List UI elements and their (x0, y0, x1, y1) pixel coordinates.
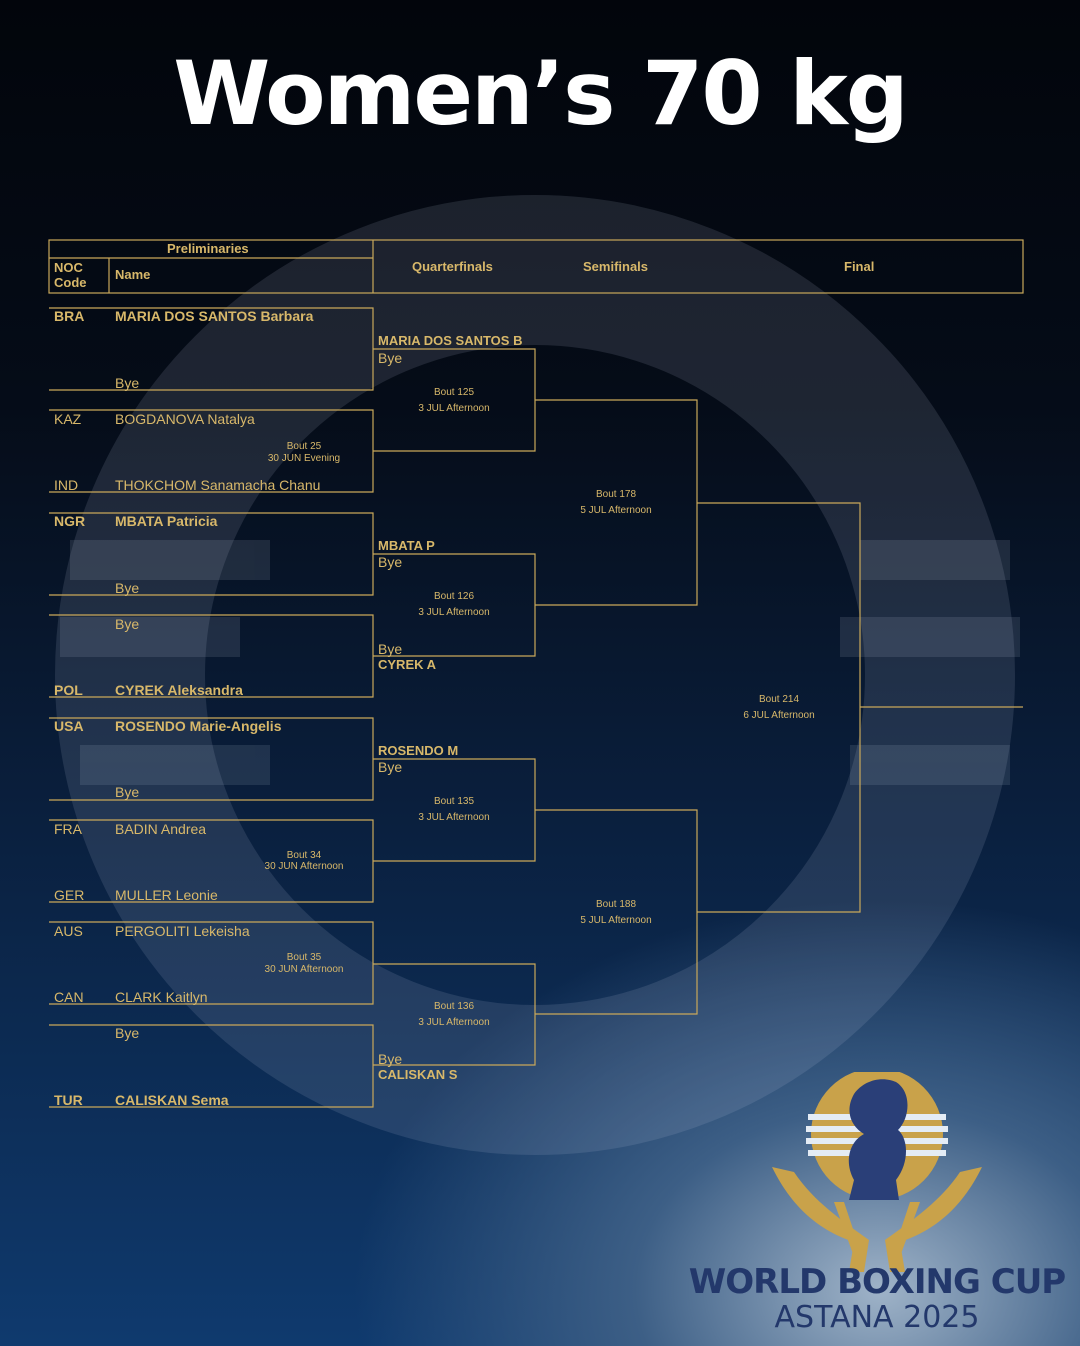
bout-time: 30 JUN Afternoon (264, 861, 344, 872)
entrant-name: BADIN Andrea (115, 821, 207, 837)
qf-advancer: CYREK A (378, 657, 437, 672)
sf-bout (556, 487, 676, 519)
qf-advancer: MBATA P (378, 538, 435, 553)
entrant-name: Bye (115, 580, 140, 596)
entrant-name: CALISKAN Sema (115, 1092, 229, 1108)
entrant-name: Bye (115, 616, 140, 632)
entrant-name: Bye (115, 375, 140, 391)
entrant-noc: BRA (54, 308, 85, 324)
entrant-name: Bye (115, 1025, 140, 1041)
prelim-bout (244, 848, 364, 875)
entrant-noc: USA (54, 718, 84, 734)
bout-number: Bout 188 (595, 899, 637, 910)
entrant-noc: CAN (54, 989, 84, 1005)
entrant-noc: TUR (54, 1092, 83, 1108)
qf-bye: Bye (378, 641, 403, 657)
bout-number: Bout 136 (433, 1001, 475, 1012)
qf-bye: Bye (378, 1051, 403, 1067)
prelim-bout (244, 439, 364, 467)
header-name: Name (115, 267, 151, 282)
qf-bout (394, 794, 514, 826)
qf-advancer: MARIA DOS SANTOS B (378, 333, 523, 348)
qf-bye: Bye (378, 554, 403, 570)
bout-number: Bout 25 (286, 441, 322, 452)
bout-time: 3 JUL Afternoon (418, 607, 490, 618)
bout-time: 6 JUL Afternoon (743, 710, 815, 721)
entrant-noc: AUS (54, 923, 83, 939)
qf-advancer: ROSENDO M (378, 743, 459, 758)
header-quarterfinals: Quarterfinals (412, 259, 493, 274)
bout-time: 3 JUL Afternoon (418, 1017, 490, 1028)
bout-time: 3 JUL Afternoon (418, 403, 490, 414)
bout-number: Bout 35 (286, 952, 322, 963)
entrant-noc: FRA (54, 821, 82, 837)
bout-number: Bout 125 (433, 387, 475, 398)
logo-title: WORLD BOXING CUP (688, 1262, 1066, 1302)
entrant-noc: IND (54, 477, 79, 493)
entrant-name: THOKCHOM Sanamacha Chanu (115, 477, 321, 493)
entrant-name: MARIA DOS SANTOS Barbara (115, 308, 314, 324)
prelim-bout (244, 950, 364, 978)
qf-bye: Bye (378, 350, 403, 366)
entrant-name: MBATA Patricia (115, 513, 218, 529)
entrant-name: Bye (115, 784, 140, 800)
header-preliminaries: Preliminaries (167, 241, 249, 256)
logo-emblem (772, 1072, 982, 1272)
qf-bout (394, 385, 514, 417)
bout-number: Bout 34 (286, 850, 322, 861)
entrant-name: CLARK Kaitlyn (115, 989, 208, 1005)
header-semifinals: Semifinals (583, 259, 649, 274)
entrant-noc: KAZ (54, 411, 82, 427)
entrant-name: BOGDANOVA Natalya (115, 411, 255, 427)
entrant-noc: NGR (54, 513, 86, 529)
final-bout (719, 692, 839, 724)
qf-advancer: CALISKAN S (378, 1067, 458, 1082)
qf-bout (394, 999, 514, 1031)
bout-time: 30 JUN Evening (267, 453, 341, 464)
qf-bout (394, 589, 514, 621)
sf-bout (556, 897, 676, 929)
entrant-name: PERGOLITI Lekeisha (115, 923, 250, 939)
header-noc: NOC (54, 260, 83, 275)
bout-time: 5 JUL Afternoon (580, 915, 652, 926)
entrant-name: MULLER Leonie (115, 887, 218, 903)
header-final: Final (844, 259, 875, 274)
bout-time: 3 JUL Afternoon (418, 812, 490, 823)
bout-number: Bout 135 (433, 796, 475, 807)
bout-number: Bout 126 (433, 591, 475, 602)
bout-number: Bout 178 (595, 489, 637, 500)
entrant-noc: POL (54, 682, 83, 698)
entrant-name: CYREK Aleksandra (115, 682, 243, 698)
page-title: Women’s 70 kg (173, 42, 907, 145)
bout-time: 5 JUL Afternoon (580, 505, 652, 516)
header-code: Code (54, 275, 87, 290)
qf-bye: Bye (378, 759, 403, 775)
entrant-name: ROSENDO Marie-Angelis (115, 718, 282, 734)
bout-number: Bout 214 (758, 694, 800, 705)
entrant-noc: GER (54, 887, 85, 903)
bout-time: 30 JUN Afternoon (264, 964, 344, 975)
logo-subtitle: ASTANA 2025 (774, 1300, 980, 1335)
